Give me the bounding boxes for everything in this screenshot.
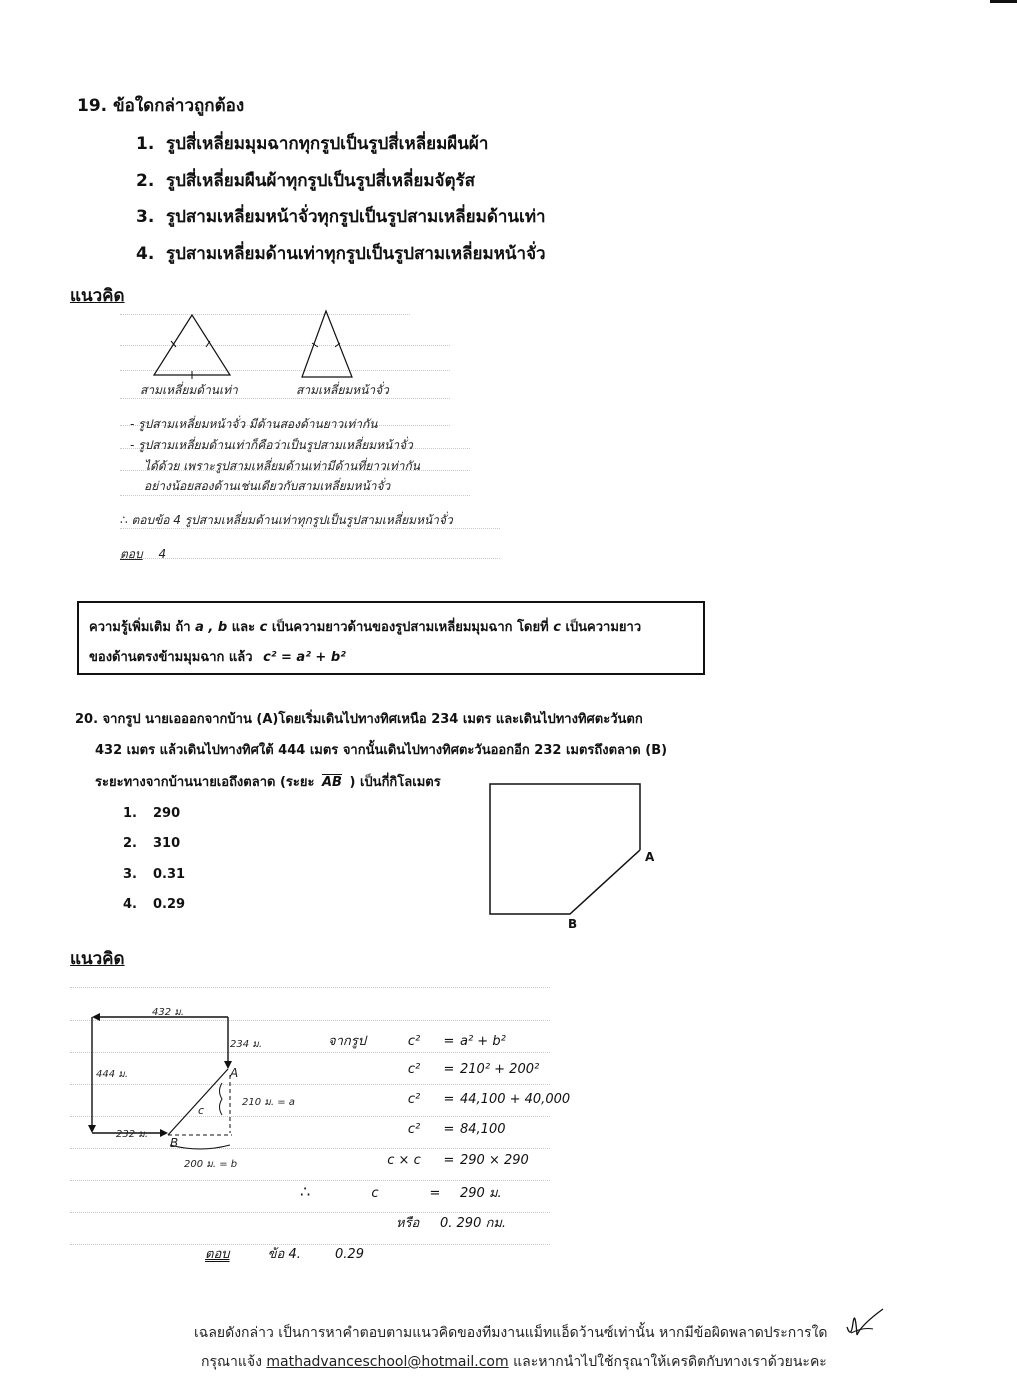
footer-line-2: กรุณาแจ้ง mathadvanceschool@hotmail.com และหากนำไปใช้กรุณาให้เครดิตกับทางเราด้วยนะคะ [201, 1354, 827, 1370]
option-text: รูปสี่เหลี่ยมมุมฉากทุกรูปเป็นรูปสี่เหลี่ยมผืนผ้า [166, 134, 489, 154]
diagram-left-label: 444 ม. [96, 1069, 129, 1080]
work-row-7: หรือ 0. 290 กม. [396, 1216, 507, 1231]
equilateral-triangle [154, 315, 230, 375]
q20-line-3: ระยะทางจากบ้านนายเอถึงตลาด (ระยะ $\overline{AB}$ ) เป็นกี่กิโลเมตร [95, 775, 441, 790]
point-a-label: A [645, 850, 655, 864]
q20-option-4[interactable]: 4. 0.29 [123, 897, 186, 912]
work-row-3: c² = 44,100 + 40,000 [407, 1092, 571, 1107]
ab-segment: $\overline{AB}$ [322, 775, 342, 790]
additional-knowledge-box [77, 601, 705, 675]
q20-working-diagram [80, 1005, 340, 1170]
contact-email-link[interactable]: mathadvanceschool@hotmail.com [266, 1354, 509, 1370]
work-row-6: ∴ c = 290 ม. [300, 1182, 502, 1201]
q19-answer [120, 545, 166, 564]
answer-label: ตอบ [120, 547, 143, 561]
corner-mark [990, 0, 1017, 3]
option-text: รูปสามเหลี่ยมด้านเท่าทุกรูปเป็นรูปสามเหลี่ยมหน้าจั่ว [166, 244, 546, 264]
q20-option-1[interactable]: 1. 290 [123, 806, 181, 821]
point-b-label: B [568, 917, 578, 931]
q19-concept-heading: แนวคิด [70, 286, 125, 306]
q19-title: 19. ข้อใดกล่าวถูกต้อง [77, 96, 245, 116]
isosceles-label: สามเหลี่ยมหน้าจั่ว [296, 383, 389, 397]
diagram-b-label: 200 ม. = b [184, 1159, 238, 1170]
q20-line-2: 432 เมตร แล้วเดินไปทางทิศใต้ 444 เมตร จากนั้นเดินไปทางทิศตะวันออกอีก 232 เมตรถึงตลาด (B) [95, 743, 668, 758]
q19-option-3[interactable] [136, 203, 546, 230]
footer-line-1: เฉลยดังกล่าว เป็นการหาคำตอบตามแนวคิดของทีมงานแม็ทแอ็ดว้านซ์เท่านั้น หากมีข้อผิดพลาดประการใด [194, 1325, 828, 1341]
answer-option: ข้อ 4. [267, 1247, 301, 1262]
diagram-c-label: c [198, 1104, 205, 1117]
option-text: รูปสี่เหลี่ยมผืนผ้าทุกรูปเป็นรูปสี่เหลี่ยมจัตุรัส [166, 171, 476, 191]
option-text: รูปสามเหลี่ยมหน้าจั่วทุกรูปเป็นรูปสามเหลี่ยมด้านเท่า [166, 207, 546, 227]
signature [843, 1305, 889, 1345]
work-row-4: c² = 84,100 [407, 1122, 506, 1137]
diagram-point-a: A [230, 1066, 239, 1080]
isosceles-triangle [302, 311, 352, 377]
q19-note-2: - รูปสามเหลี่ยมด้านเท่าก็คือว่าเป็นรูปสามเหลี่ยมหน้าจั่ว [130, 438, 413, 452]
q20-answer [205, 1243, 364, 1264]
diagram-a-label: 210 ม. = a [242, 1097, 295, 1108]
work-row-1: จากรูป c² = a² + b² [328, 1034, 506, 1049]
q19-option-4[interactable] [136, 240, 546, 267]
work-row-2: c² = 210² + 200² [407, 1062, 540, 1077]
work-row-5: c × c = 290 × 290 [387, 1153, 529, 1168]
q19-note-1: - รูปสามเหลี่ยมหน้าจั่ว มีด้านสองด้านยาวเท่ากัน [130, 417, 378, 431]
answer-value: 4 [158, 547, 167, 561]
diagram-point-b: B [170, 1136, 179, 1150]
q19-note-3: ได้ด้วย เพราะรูปสามเหลี่ยมด้านเท่ามีด้านที่ยาวเท่ากัน [144, 459, 420, 473]
diagram-top-label: 432 ม. [152, 1007, 185, 1018]
diagram-bottom-label: 232 ม. [116, 1129, 149, 1140]
q20-option-2[interactable]: 2. 310 [123, 836, 181, 851]
q20-concept-heading: แนวคิด [70, 949, 125, 969]
option-number: 1. [136, 134, 155, 154]
q19-option-1[interactable] [136, 130, 488, 157]
diagram-right-label: 234 ม. [230, 1039, 263, 1050]
triangle-diagrams [140, 305, 420, 385]
answer-label: ตอบ [205, 1247, 230, 1262]
q20-route-figure [486, 780, 656, 920]
q20-line-1: 20. จากรูป นายเอออกจากบ้าน (A)โดยเริ่มเดินไปทางทิศเหนือ 234 เมตร และเดินไปทางทิศตะวันตก [75, 712, 643, 727]
equilateral-label: สามเหลี่ยมด้านเท่า [140, 383, 238, 397]
pythagoras-equation: c² = a² + b² [263, 650, 346, 665]
q19-note-4: อย่างน้อยสองด้านเช่นเดียวกับสามเหลี่ยมหน้าจั่ว [144, 479, 391, 493]
answer-value: 0.29 [335, 1247, 364, 1262]
option-number: 4. [136, 244, 155, 264]
q20-option-3[interactable]: 3. 0.31 [123, 867, 186, 882]
q19-option-2[interactable] [136, 167, 475, 194]
option-number: 2. [136, 171, 155, 191]
note-line-1: ความรู้เพิ่มเติม ถ้า a , b และ c เป็นความยาวด้านของรูปสามเหลี่ยมมุมฉาก โดยที่ c เป็นความยาว [89, 620, 642, 635]
note-line-2: ของด้านตรงข้ามมุมฉาก แล้ว c² = a² + b² [89, 650, 346, 665]
q19-therefore: ∴ ตอบข้อ 4 รูปสามเหลี่ยมด้านเท่าทุกรูปเป็นรูปสามเหลี่ยมหน้าจั่ว [120, 513, 453, 527]
option-number: 3. [136, 207, 155, 227]
